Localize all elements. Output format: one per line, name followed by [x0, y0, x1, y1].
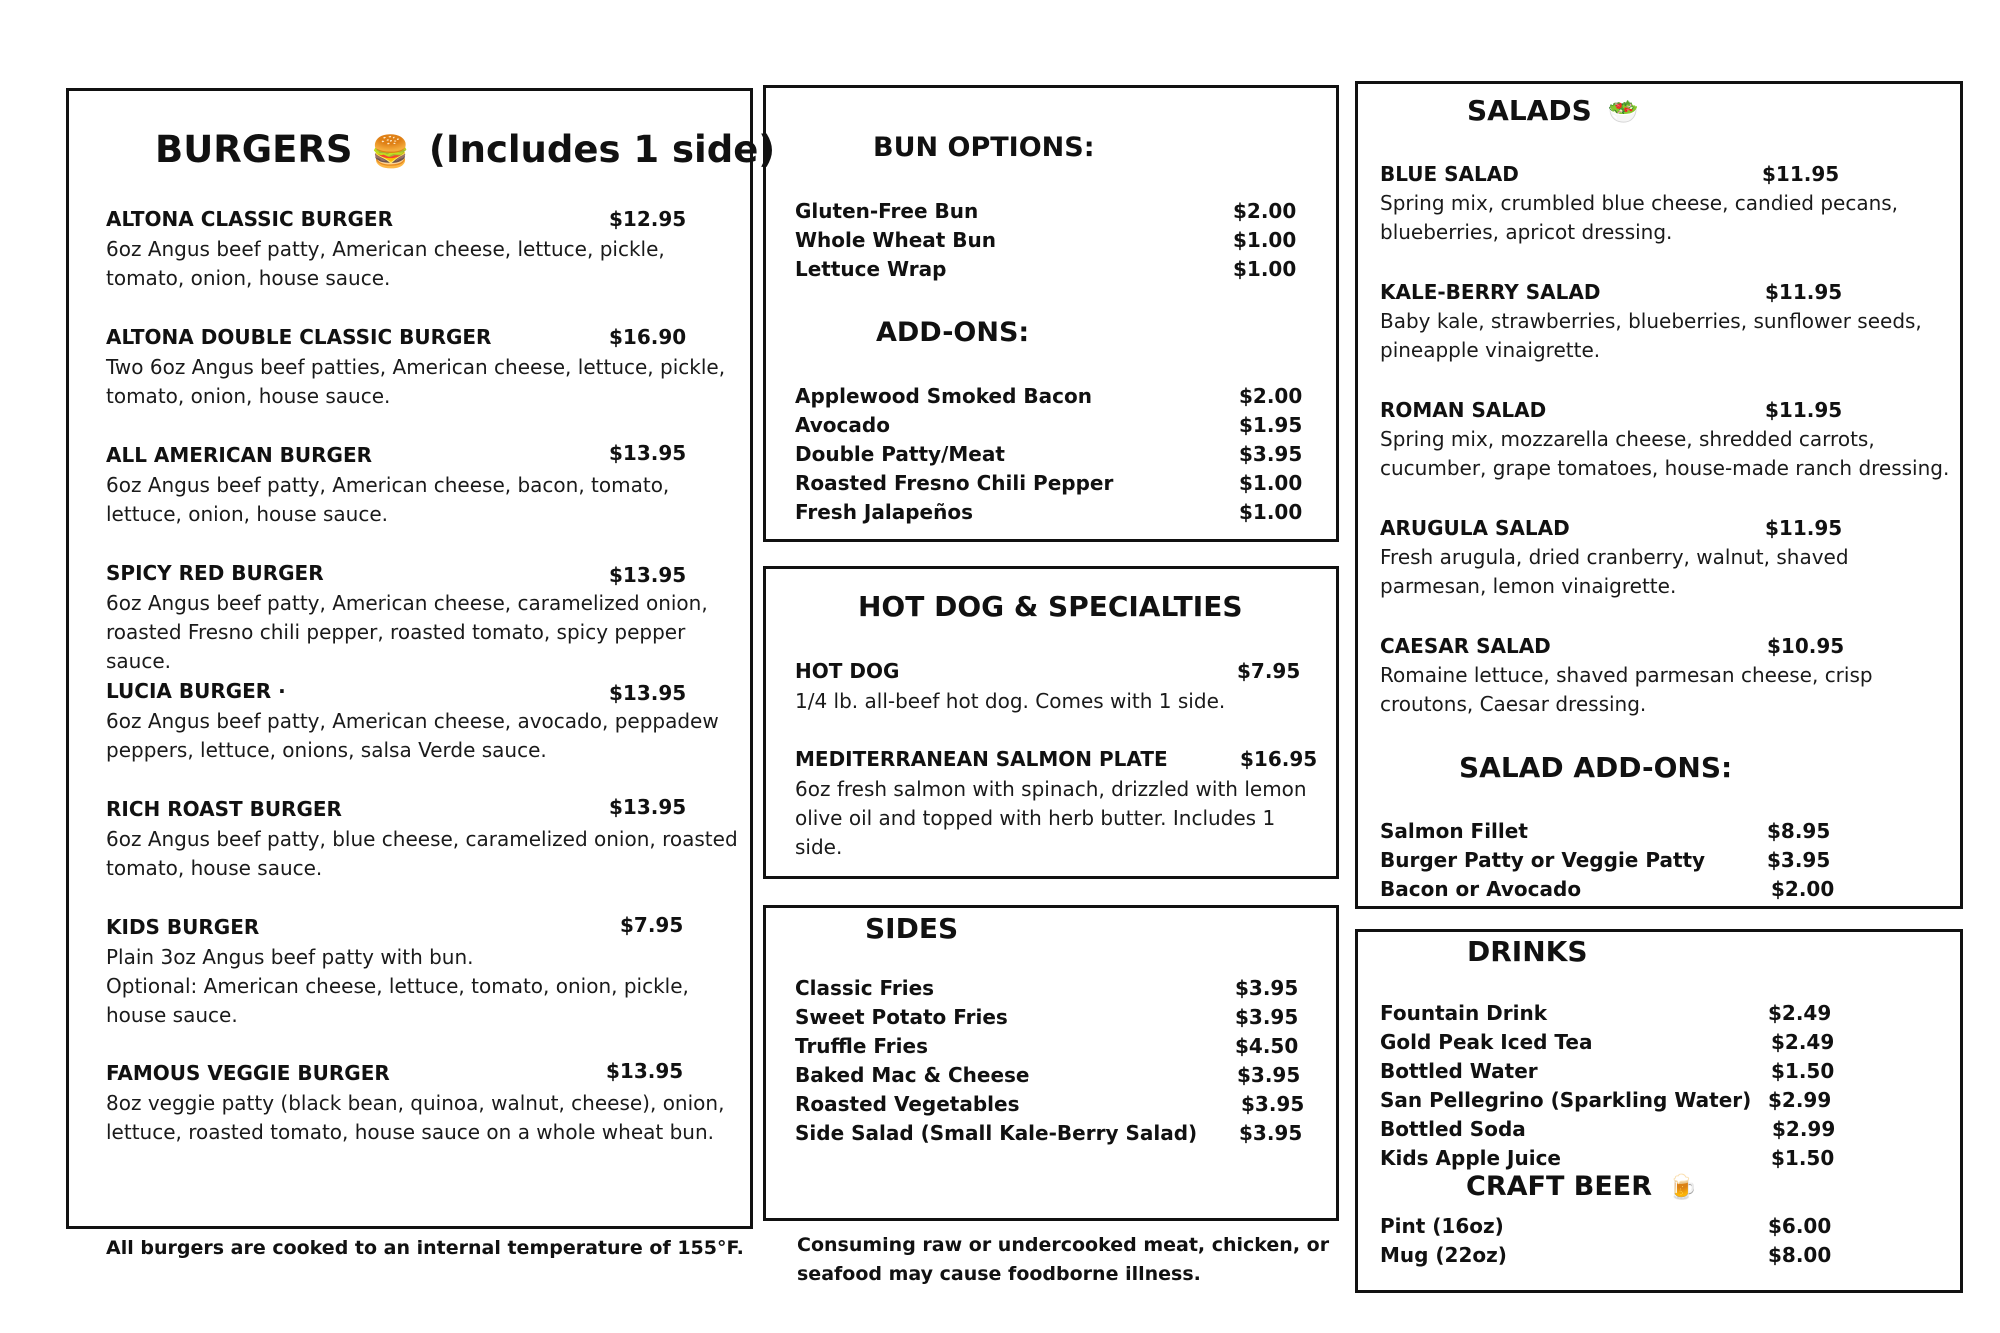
- addons-title: ADD-ONS:: [876, 317, 1030, 348]
- menu-item-name: FAMOUS VEGGIE BURGER: [106, 1061, 390, 1085]
- addon-name: Avocado: [795, 413, 890, 437]
- drink-name: Bottled Water: [1380, 1059, 1538, 1083]
- salad-addons-title: SALAD ADD-ONS:: [1459, 751, 1733, 784]
- burgers-temperature-note: All burgers are cooked to an internal temperature of 155°F.: [106, 1237, 744, 1259]
- drink-price: $2.49: [1771, 1030, 1835, 1054]
- craft-beer-heading: [1466, 1171, 1697, 1202]
- beer-name: Pint (16oz): [1380, 1214, 1504, 1238]
- menu-item-name: ALL AMERICAN BURGER: [106, 443, 373, 467]
- burgers-title: BURGERS: [155, 128, 353, 171]
- side-name: Sweet Potato Fries: [795, 1005, 1008, 1029]
- menu-item-desc: 6oz fresh salmon with spinach, drizzled with lemon olive oil and topped with herb butter. Includes 1 side.: [795, 777, 1307, 859]
- menu-item-price: $7.95: [620, 913, 684, 937]
- menu-item-desc: Two 6oz Angus beef patties, American cheese, lettuce, pickle, tomato, onion, house sauce.: [106, 355, 726, 408]
- menu-item-price: $11.95: [1762, 162, 1840, 186]
- addon-price: $2.00: [1771, 877, 1835, 901]
- menu-item-desc: Fresh arugula, dried cranberry, walnut, shaved parmesan, lemon vinaigrette.: [1380, 545, 1849, 598]
- menu-item-desc: 6oz Angus beef patty, American cheese, avocado, peppadew peppers, lettuce, onions, salsa Verde sauce.: [106, 709, 719, 762]
- menu-item-name: KALE-BERRY SALAD: [1380, 280, 1601, 304]
- addon-price: $1.00: [1239, 471, 1303, 495]
- addon-price: $3.95: [1767, 848, 1831, 872]
- hotdog-title: HOT DOG & SPECIALTIES: [858, 590, 1243, 623]
- menu-item-desc: Baby kale, strawberries, blueberries, sunflower seeds, pineapple vinaigrette.: [1380, 309, 1922, 362]
- salads-heading: [1467, 94, 1639, 127]
- bun-options-title: BUN OPTIONS:: [873, 132, 1095, 163]
- menu-item-price: $7.95: [1237, 659, 1301, 683]
- burgers-heading: [155, 128, 775, 171]
- drink-name: Fountain Drink: [1380, 1001, 1548, 1025]
- beer-price: $6.00: [1768, 1214, 1832, 1238]
- side-name: Baked Mac & Cheese: [795, 1063, 1030, 1087]
- menu-item-price: $11.95: [1765, 398, 1843, 422]
- menu-item-name: CAESAR SALAD: [1380, 634, 1551, 658]
- menu-item-desc: Plain 3oz Angus beef patty with bun.: [106, 945, 474, 969]
- menu-item-desc: Spring mix, mozzarella cheese, shredded carrots, cucumber, grape tomatoes, house-made ranch dressing.: [1380, 427, 1950, 480]
- addon-name: Double Patty/Meat: [795, 442, 1005, 466]
- drink-name: Kids Apple Juice: [1380, 1146, 1561, 1170]
- side-price: $3.95: [1235, 1005, 1299, 1029]
- menu-item-name: HOT DOG: [795, 659, 900, 683]
- addon-name: Burger Patty or Veggie Patty: [1380, 848, 1706, 872]
- drink-name: San Pellegrino (Sparkling Water): [1380, 1088, 1752, 1112]
- drink-price: $1.50: [1771, 1146, 1835, 1170]
- addon-name: Applewood Smoked Bacon: [795, 384, 1092, 408]
- option-price: $1.00: [1233, 228, 1297, 252]
- menu-item-name: ALTONA CLASSIC BURGER: [106, 207, 393, 231]
- side-name: Classic Fries: [795, 976, 935, 1000]
- addon-price: $1.95: [1239, 413, 1303, 437]
- sides-title: SIDES: [865, 912, 959, 945]
- craft-beer-title: CRAFT BEER: [1466, 1171, 1653, 1202]
- side-price: $3.95: [1239, 1121, 1303, 1145]
- side-price: $3.95: [1241, 1092, 1305, 1116]
- menu-item-name: ARUGULA SALAD: [1380, 516, 1570, 540]
- drink-price: $2.49: [1768, 1001, 1832, 1025]
- menu-item-name: BLUE SALAD: [1380, 162, 1519, 186]
- salads-title: SALADS: [1467, 94, 1592, 127]
- side-price: $4.50: [1235, 1034, 1299, 1058]
- menu-item-desc: 6oz Angus beef patty, American cheese, bacon, tomato, lettuce, onion, house sauce.: [106, 473, 670, 526]
- drink-name: Bottled Soda: [1380, 1117, 1526, 1141]
- menu-item-price: $13.95: [609, 563, 687, 587]
- menu-item-name: ALTONA DOUBLE CLASSIC BURGER: [106, 325, 492, 349]
- option-price: $1.00: [1233, 257, 1297, 281]
- drink-price: $2.99: [1772, 1117, 1836, 1141]
- option-price: $2.00: [1233, 199, 1297, 223]
- beer-name: Mug (22oz): [1380, 1243, 1507, 1267]
- drinks-title: DRINKS: [1467, 935, 1588, 968]
- drink-name: Gold Peak Iced Tea: [1380, 1030, 1593, 1054]
- menu-item-name: SPICY RED BURGER: [106, 561, 324, 585]
- addon-price: $2.00: [1239, 384, 1303, 408]
- menu-item-desc: 6oz Angus beef patty, American cheese, lettuce, pickle, tomato, onion, house sauce.: [106, 237, 665, 290]
- menu-item-price: $13.95: [609, 441, 687, 465]
- menu-item-price: $10.95: [1767, 634, 1845, 658]
- option-name: Whole Wheat Bun: [795, 228, 997, 252]
- menu-item-price: $11.95: [1765, 516, 1843, 540]
- menu-item-desc: Spring mix, crumbled blue cheese, candied pecans, blueberries, apricot dressing.: [1380, 191, 1899, 244]
- menu-item-desc: 6oz Angus beef patty, blue cheese, caramelized onion, roasted tomato, house sauce.: [106, 827, 738, 880]
- drink-price: $1.50: [1771, 1059, 1835, 1083]
- menu-item-name: LUCIA BURGER ·: [106, 679, 286, 703]
- menu-item-name: KIDS BURGER: [106, 915, 260, 939]
- menu-item-desc: 6oz Angus beef patty, American cheese, caramelized onion, roasted Fresno chili pepper, roasted tomato, spicy pepper sauce.: [106, 591, 708, 673]
- side-price: $3.95: [1237, 1063, 1301, 1087]
- beer-price: $8.00: [1768, 1243, 1832, 1267]
- menu-item-name: ROMAN SALAD: [1380, 398, 1547, 422]
- addon-name: Fresh Jalapeños: [795, 500, 973, 524]
- menu-item-desc: 1/4 lb. all-beef hot dog. Comes with 1 side.: [795, 689, 1226, 713]
- menu-item-price: $13.95: [609, 795, 687, 819]
- menu-item-desc: Romaine lettuce, shaved parmesan cheese, crisp croutons, Caesar dressing.: [1380, 663, 1873, 716]
- menu-item-price: $13.95: [609, 681, 687, 705]
- addon-price: $3.95: [1239, 442, 1303, 466]
- menu-item-price: $12.95: [609, 207, 687, 231]
- menu-item-price: $16.90: [609, 325, 687, 349]
- side-name: Side Salad (Small Kale-Berry Salad): [795, 1121, 1198, 1145]
- side-name: Truffle Fries: [795, 1034, 928, 1058]
- side-name: Roasted Vegetables: [795, 1092, 1020, 1116]
- beer-icon: 🍺: [1667, 1173, 1698, 1201]
- addon-price: $1.00: [1239, 500, 1303, 524]
- option-name: Gluten-Free Bun: [795, 199, 979, 223]
- burgers-subtitle: (Includes 1 side): [428, 128, 776, 171]
- menu-item-name: MEDITERRANEAN SALMON PLATE: [795, 747, 1168, 771]
- salad-icon: 🥗: [1607, 97, 1639, 126]
- menu-item-name: RICH ROAST BURGER: [106, 797, 342, 821]
- addon-name: Salmon Fillet: [1380, 819, 1528, 843]
- addon-name: Bacon or Avocado: [1380, 877, 1582, 901]
- foodborne-illness-note: Consuming raw or undercooked meat, chicken, or seafood may cause foodborne illness.: [797, 1234, 1330, 1285]
- side-price: $3.95: [1235, 976, 1299, 1000]
- addon-name: Roasted Fresno Chili Pepper: [795, 471, 1114, 495]
- menu-item-desc: 8oz veggie patty (black bean, quinoa, walnut, cheese), onion, lettuce, roasted tomato, house sauce on a whole wheat bun.: [106, 1091, 725, 1144]
- menu-item-price: $11.95: [1765, 280, 1843, 304]
- burger-icon: 🍔: [371, 134, 411, 170]
- menu-item-price: $13.95: [606, 1059, 684, 1083]
- menu-item-price: $16.95: [1240, 747, 1318, 771]
- option-name: Lettuce Wrap: [795, 257, 947, 281]
- menu-item-desc-optional: Optional: American cheese, lettuce, tomato, onion, pickle, house sauce.: [106, 974, 689, 1027]
- addon-price: $8.95: [1767, 819, 1831, 843]
- drink-price: $2.99: [1768, 1088, 1832, 1112]
